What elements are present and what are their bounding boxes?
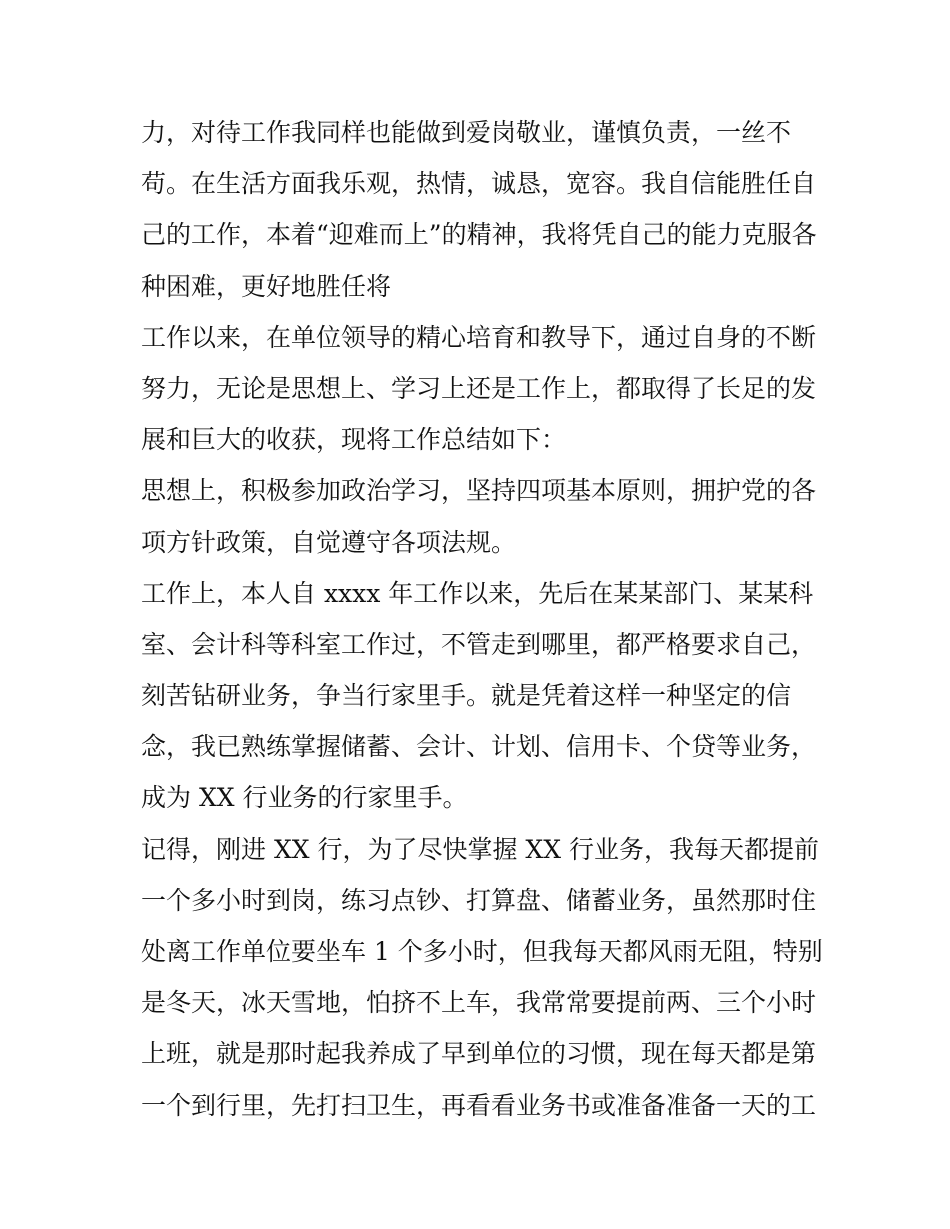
text-line: 上班，就是那时起我养成了早到单位的习惯，现在每天都是第 xyxy=(141,1039,817,1069)
text-line: 刻苦钻研业务，争当行家里手。就是凭着这样一种坚定的信 xyxy=(141,681,792,711)
text-line: 是冬天，冰天雪地，怕挤不上车，我常常要提前两、三个小时 xyxy=(141,988,817,1018)
text-line: 记得，刚进 XX 行，为了尽快掌握 XX 行业务，我每天都提前 xyxy=(141,834,819,864)
text-line: 力，对待工作我同样也能做到爱岗敬业，谨慎负责，一丝不 xyxy=(141,118,792,147)
text-line: 展和巨大的收获，现将工作总结如下： xyxy=(141,425,567,455)
text-line: 努力，无论是思想上、学习上还是工作上，都取得了长足的发 xyxy=(141,373,817,403)
text-line: 工作以来，在单位领导的精心培育和教导下，通过自身的不断 xyxy=(141,322,817,352)
text-line: 处离工作单位要坐车 1 个多小时，但我每天都风雨无阻，特别 xyxy=(141,937,823,966)
text-line: 成为 XX 行业务的行家里手。 xyxy=(141,783,468,813)
text-line: 种困难，更好地胜任将 xyxy=(141,271,392,301)
text-line: 己的工作，本着“迎难而上”的精神，我将凭自己的能力克服各 xyxy=(141,220,817,250)
text-line: 一个多小时到岗，练习点钞、打算盘、储蓄业务，虽然那时住 xyxy=(141,885,817,915)
text-line: 念，我已熟练掌握储蓄、会计、计划、信用卡、个贷等业务， xyxy=(141,732,817,762)
text-line: 一个到行里，先打扫卫生，再看看业务书或准备准备一天的工 xyxy=(141,1090,817,1120)
text-line: 室、会计科等科室工作过，不管走到哪里，都严格要求自己， xyxy=(141,629,817,659)
text-line: 工作上，本人自 xxxx 年工作以来，先后在某某部门、某某科 xyxy=(141,578,814,608)
text-line: 项方针政策，自觉遵守各项法规。 xyxy=(141,527,517,557)
document-body xyxy=(141,107,831,1131)
text-line: 思想上，积极参加政治学习，坚持四项基本原则，拥护党的各 xyxy=(141,476,817,506)
text-line: 苟。在生活方面我乐观，热情，诚恳，宽容。我自信能胜任自 xyxy=(141,169,817,199)
